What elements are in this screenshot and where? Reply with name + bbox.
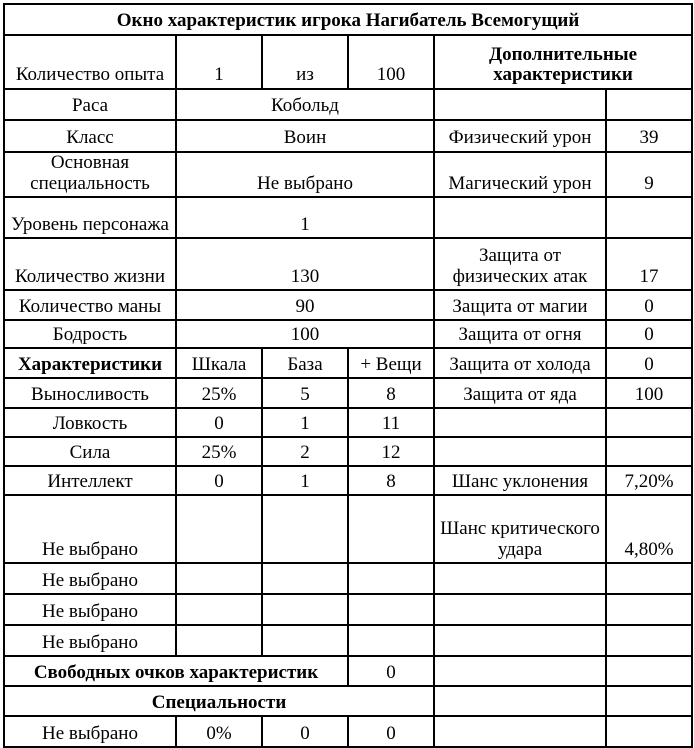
specialties-header: Специальности xyxy=(4,686,434,716)
stat-scale-2: 25% xyxy=(176,437,262,466)
stat-items-3: 8 xyxy=(348,466,434,495)
table-row xyxy=(4,437,692,466)
table-row-stats-header xyxy=(4,348,692,378)
table-row-specialties-header xyxy=(4,686,692,716)
experience-current-value[interactable]: 1 xyxy=(176,35,262,89)
right-label-6: Защита от огня xyxy=(434,320,606,348)
table-row xyxy=(4,408,692,437)
table-row xyxy=(4,625,692,656)
right-label-4: Защита от физических атак xyxy=(434,238,606,290)
right-value-3 xyxy=(606,197,692,238)
right-label-17 xyxy=(434,686,606,716)
specialty-items-0: 0 xyxy=(348,716,434,747)
table-row-specialty xyxy=(4,716,692,747)
right-value-8: 100 xyxy=(606,378,692,408)
right-label-3 xyxy=(434,197,606,238)
stat-name-2[interactable]: Сила xyxy=(4,437,176,466)
right-value-16 xyxy=(606,656,692,686)
stat-items-7 xyxy=(348,625,434,656)
experience-label: Количество опыта xyxy=(4,35,176,89)
stat-base-3: 1 xyxy=(262,466,348,495)
main-specialty-label: Основная специальность xyxy=(4,152,176,197)
stat-name-4[interactable]: Не выбрано xyxy=(4,495,176,563)
right-value-6: 0 xyxy=(606,320,692,348)
table-row-vigor xyxy=(4,320,692,348)
right-value-15 xyxy=(606,625,692,656)
right-value-0 xyxy=(606,89,692,120)
stat-items-4 xyxy=(348,495,434,563)
stat-base-6 xyxy=(262,594,348,625)
stat-items-2: 12 xyxy=(348,437,434,466)
class-label: Класс xyxy=(4,120,176,152)
right-label-15 xyxy=(434,625,606,656)
race-value[interactable]: Кобольд xyxy=(176,89,434,120)
right-value-1: 39 xyxy=(606,120,692,152)
stat-scale-6 xyxy=(176,594,262,625)
main-specialty-value[interactable]: Не выбрано xyxy=(176,152,434,197)
stat-name-7[interactable]: Не выбрано xyxy=(4,625,176,656)
table-row xyxy=(4,466,692,495)
player-stats-table xyxy=(3,3,693,748)
stats-header-name: Характеристики xyxy=(4,348,176,378)
stat-name-0[interactable]: Выносливость xyxy=(4,378,176,408)
additional-stats-header: Дополнительные характеристики xyxy=(434,35,692,89)
right-value-4: 17 xyxy=(606,238,692,290)
stats-header-base: База xyxy=(262,348,348,378)
right-value-10 xyxy=(606,437,692,466)
table-row-health xyxy=(4,238,692,290)
stat-scale-3: 0 xyxy=(176,466,262,495)
table-row-main-specialty xyxy=(4,152,692,197)
right-value-18 xyxy=(606,716,692,747)
specialty-scale-0: 0% xyxy=(176,716,262,747)
vigor-value: 100 xyxy=(176,320,434,348)
table-row-race xyxy=(4,89,692,120)
table-row-title xyxy=(4,4,692,35)
dodge-chance-label: Шанс уклонения xyxy=(434,466,606,495)
stat-name-3[interactable]: Интеллект xyxy=(4,466,176,495)
right-label-14 xyxy=(434,594,606,625)
stat-name-6[interactable]: Не выбрано xyxy=(4,594,176,625)
free-points-label: Свободных очков характеристик xyxy=(4,656,348,686)
right-label-7: Защита от холода xyxy=(434,348,606,378)
table-row-free-points xyxy=(4,656,692,686)
stat-scale-5 xyxy=(176,563,262,594)
health-value: 130 xyxy=(176,238,434,290)
table-row-class xyxy=(4,120,692,152)
specialty-name-0[interactable]: Не выбрано xyxy=(4,716,176,747)
right-value-7: 0 xyxy=(606,348,692,378)
stat-items-0: 8 xyxy=(348,378,434,408)
stats-header-items: + Вещи xyxy=(348,348,434,378)
stat-scale-0: 25% xyxy=(176,378,262,408)
level-label: Уровень персонажа xyxy=(4,197,176,238)
level-value: 1 xyxy=(176,197,434,238)
right-label-0 xyxy=(434,89,606,120)
mana-value: 90 xyxy=(176,290,434,320)
specialty-base-0: 0 xyxy=(262,716,348,747)
table-row xyxy=(4,495,692,563)
stat-name-5[interactable]: Не выбрано xyxy=(4,563,176,594)
experience-max-value[interactable]: 100 xyxy=(348,35,434,89)
stat-items-6 xyxy=(348,594,434,625)
right-value-2: 9 xyxy=(606,152,692,197)
stat-base-7 xyxy=(262,625,348,656)
class-value[interactable]: Воин xyxy=(176,120,434,152)
right-label-10 xyxy=(434,437,606,466)
stat-base-5 xyxy=(262,563,348,594)
stat-items-1: 11 xyxy=(348,408,434,437)
right-value-14 xyxy=(606,594,692,625)
stat-base-0: 5 xyxy=(262,378,348,408)
right-value-9 xyxy=(606,408,692,437)
stat-scale-7 xyxy=(176,625,262,656)
experience-of-label: из xyxy=(262,35,348,89)
crit-chance-value: 4,80% xyxy=(606,495,692,563)
table-row-mana xyxy=(4,290,692,320)
right-value-13 xyxy=(606,563,692,594)
window-title: Окно характеристик игрока Нагибатель Всемогущий xyxy=(4,4,692,35)
table-row xyxy=(4,378,692,408)
right-value-5: 0 xyxy=(606,290,692,320)
right-label-5: Защита от магии xyxy=(434,290,606,320)
stat-base-2: 2 xyxy=(262,437,348,466)
right-label-8: Защита от яда xyxy=(434,378,606,408)
stat-base-4 xyxy=(262,495,348,563)
table-row-experience xyxy=(4,35,692,89)
stat-base-1: 1 xyxy=(262,408,348,437)
stat-items-5 xyxy=(348,563,434,594)
race-label: Раса xyxy=(4,89,176,120)
stats-header-scale: Шкала xyxy=(176,348,262,378)
crit-chance-label: Шанс критического удара xyxy=(434,495,606,563)
stat-name-1[interactable]: Ловкость xyxy=(4,408,176,437)
free-points-value: 0 xyxy=(348,656,434,686)
right-label-16 xyxy=(434,656,606,686)
right-label-18 xyxy=(434,716,606,747)
table-row-level xyxy=(4,197,692,238)
right-label-1: Физический урон xyxy=(434,120,606,152)
right-label-2: Магический урон xyxy=(434,152,606,197)
right-value-17 xyxy=(606,686,692,716)
dodge-chance-value: 7,20% xyxy=(606,466,692,495)
table-row xyxy=(4,563,692,594)
stat-scale-1: 0 xyxy=(176,408,262,437)
right-label-13 xyxy=(434,563,606,594)
mana-label: Количество маны xyxy=(4,290,176,320)
table-row xyxy=(4,594,692,625)
health-label: Количество жизни xyxy=(4,238,176,290)
right-label-9 xyxy=(434,408,606,437)
vigor-label: Бодрость xyxy=(4,320,176,348)
stat-scale-4 xyxy=(176,495,262,563)
